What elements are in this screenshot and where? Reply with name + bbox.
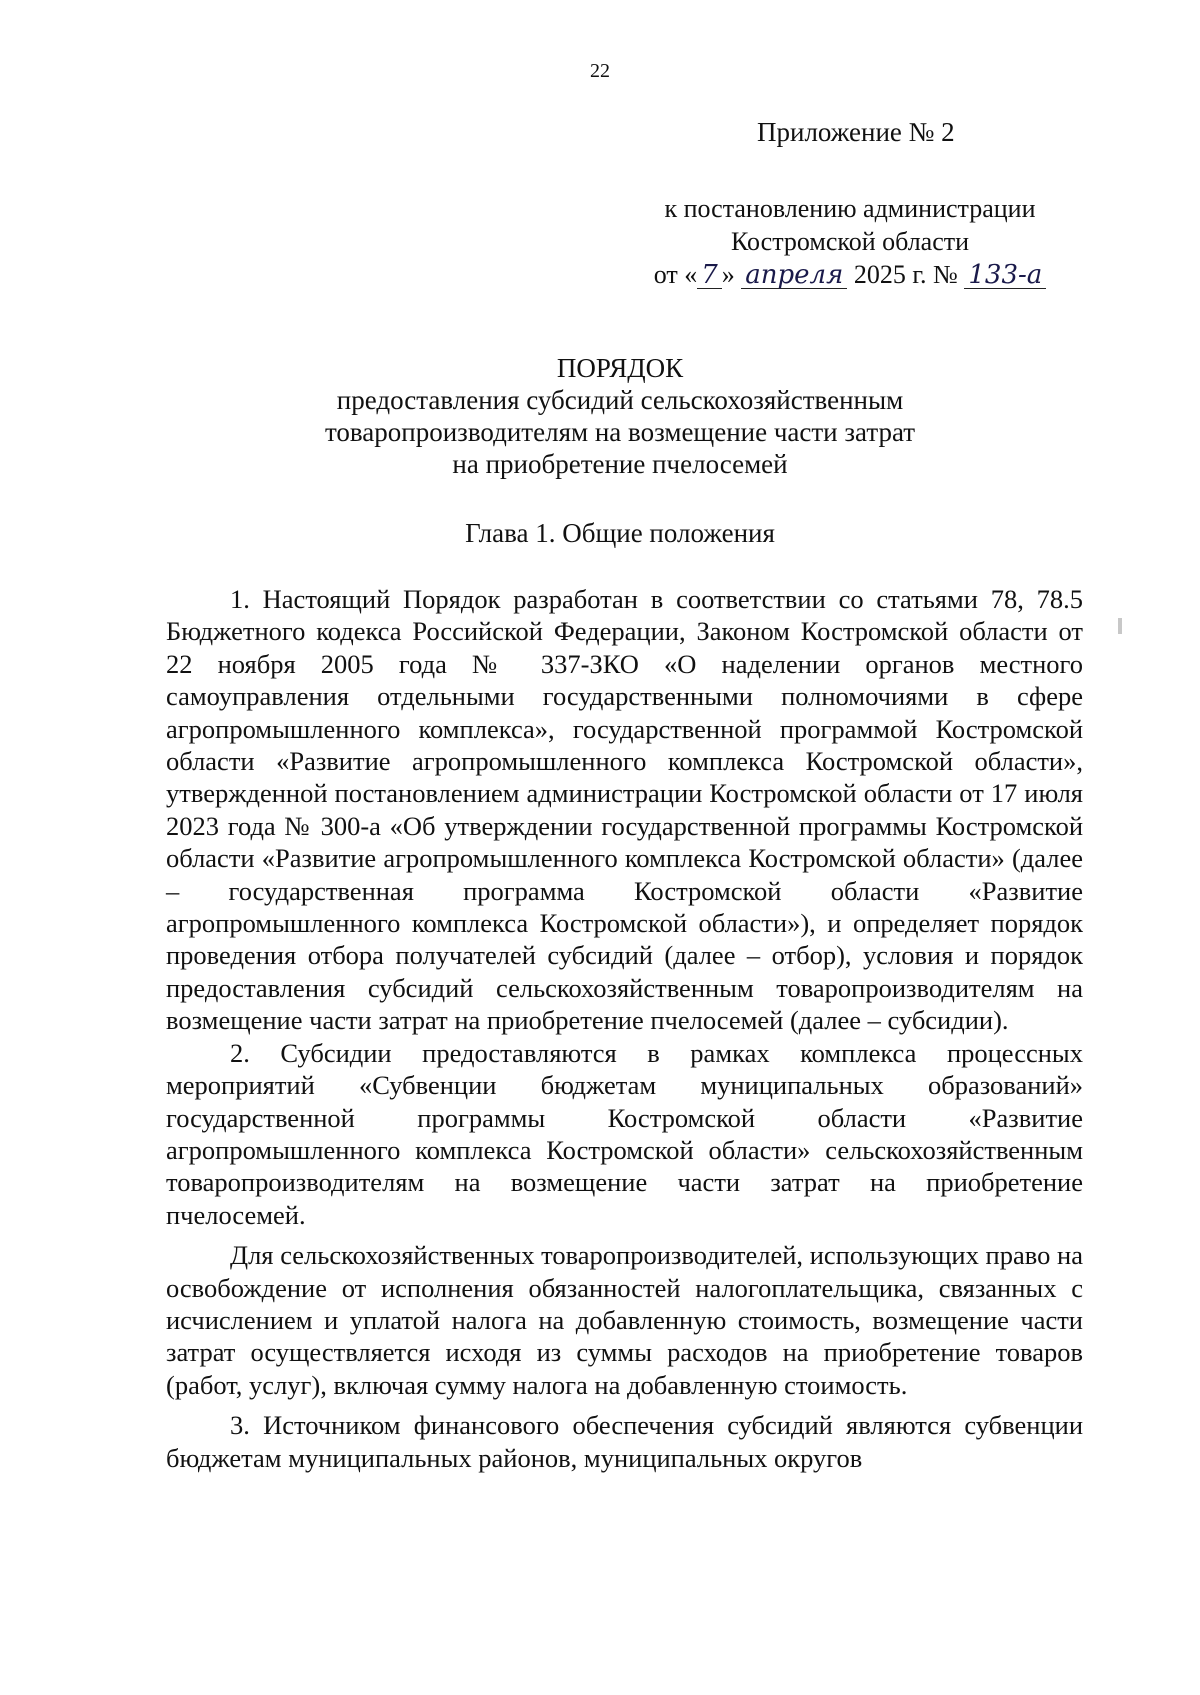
document-title-block (160, 352, 1080, 480)
handwritten-number: 133-а (964, 262, 1046, 289)
document-body (166, 583, 1083, 1474)
paragraph-3: 3. Источником финансового обеспечения субсидий являются субвенции бюджетам муниципальных районов, муниципальных округов (166, 1410, 1083, 1473)
document-title: ПОРЯДОК (556, 353, 684, 383)
page-number: 22 (590, 60, 610, 82)
document-subtitle-line-3: на приобретение пчелосемей (452, 449, 788, 479)
document-subtitle-line-2: товаропроизводителям на возмещение части затрат (324, 417, 916, 447)
handwritten-day: 7 (697, 262, 722, 289)
date-prefix: от « (653, 260, 698, 289)
paragraph-2: 2. Субсидии предоставляются в рамках комплекса процессных мероприятий «Субвенции бюджетам муниципальных образований» государственной программы Костромской области «Развитие агропромышленного комплекса Костромской области» сельскохозяйственным товаропроизводителям на возмещение части затрат на приобретение пчелосемей. (166, 1037, 1083, 1230)
resolution-line-2: Костромской области (730, 227, 970, 256)
resolution-date-line (640, 258, 1060, 291)
chapter-heading: Глава 1. Общие положения (465, 518, 775, 548)
paragraph-1: 1. Настоящий Порядок разработан в соответствии со статьями 78, 78.5 Бюджетного кодекса Российской Федерации, Законом Костромской области от 22 ноября 2005 года № 337-ЗКО «О наделении органов местного самоуправления отдельными государственными полномочиями в сфере агропромышленного комплекса», государственной программой Костромской области «Развитие агропромышленного комплекса Костромской области», утвержденной постановлением администрации Костромской области от 17 июля 2023 года № 300-а «Об утверждении государственной программы Костромской области «Развитие агропромышленного комплекса Костромской области» (далее – государственная программа Костромской области «Развитие агропромышленного комплекса Костромской области»), и определяет порядок проведения отбора получателей субсидий (далее – отбор), условия и порядок предоставления субсидий сельскохозяйственным товаропроизводителям на возмещение части затрат на приобретение пчелосемей (далее – субсидии). (166, 584, 1083, 1036)
date-mid: » (721, 260, 735, 289)
appendix-title: Приложение № 2 (757, 117, 955, 147)
resolution-reference (640, 192, 1060, 291)
document-subtitle-line-1: предоставления субсидий сельскохозяйственным (336, 385, 904, 415)
resolution-line-1: к постановлению администрации (664, 194, 1036, 223)
scan-artifact-mark (1118, 618, 1122, 634)
paragraph-2-note: Для сельскохозяйственных товаропроизводителей, использующих право на освобождение от исполнения обязанностей налогоплательщика, связанных с исчислением и уплатой налога на добавленную стоимость, возмещение части затрат осуществляется исходя из суммы расходов на приобретение товаров (работ, услуг), включая сумму налога на добавленную стоимость. (166, 1240, 1083, 1400)
year-suffix: 2025 г. № (853, 260, 958, 289)
handwritten-month: апреля (741, 262, 847, 289)
